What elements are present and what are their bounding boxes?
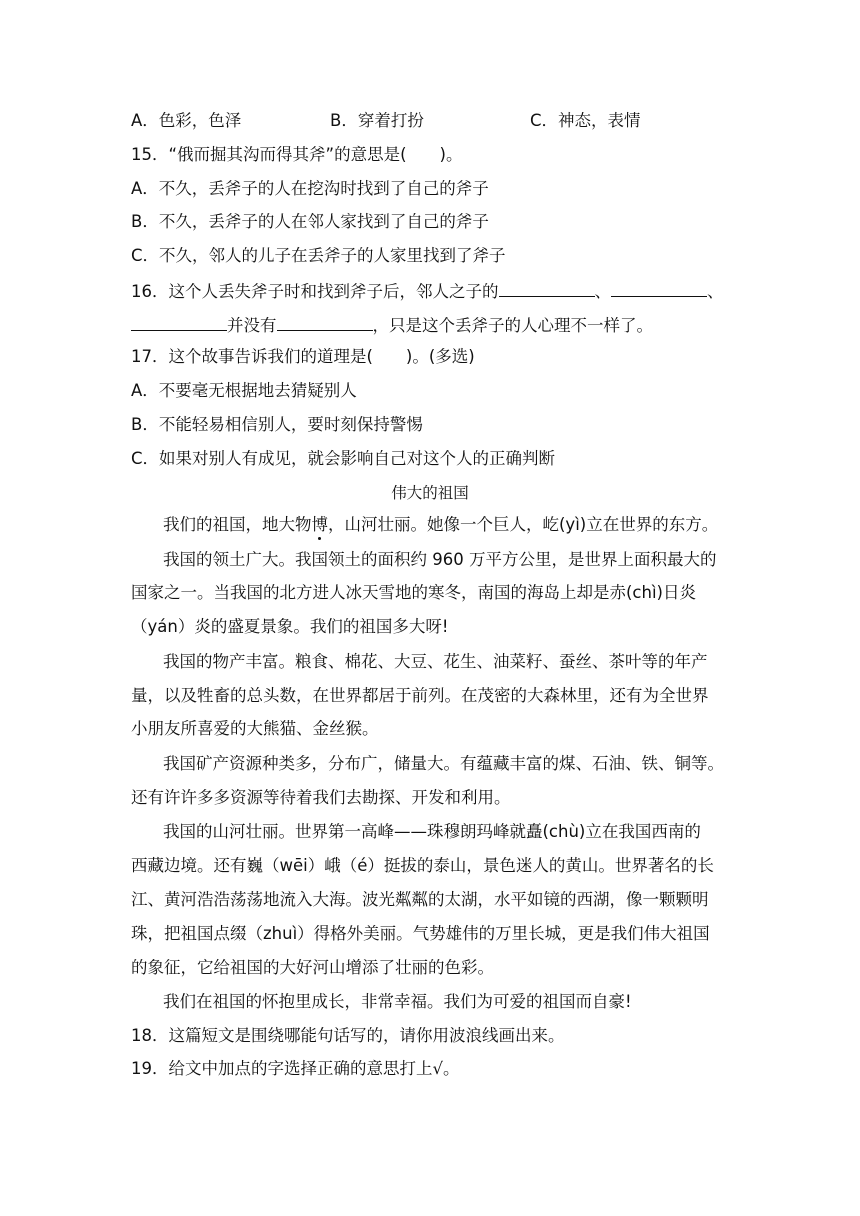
passage-title: 伟大的祖国	[391, 484, 469, 502]
q15-option-b: B．不久，丢斧子的人在邻人家找到了自己的斧子	[131, 212, 489, 231]
q17-option-a: A．不要毫无根据地去猜疑别人	[131, 381, 357, 400]
q15-stem: 15．“俄而掘其沟而得其斧”的意思是( )。	[131, 145, 463, 164]
passage-p3-line-2: 量，以及牲畜的总头数，在世界都居于前列。在茂密的大森林里，还有为全世界	[131, 686, 709, 705]
q16-blank-4[interactable]	[277, 313, 373, 331]
q16-text-3: ，只是这个丢斧子的人心理不一样了。	[372, 316, 653, 335]
q17-option-b: B．不能轻易相信别人，要时刻保持警惕	[131, 415, 423, 434]
p1-text-b: ，山河壮丽。她像一个巨人，屹(yì)立在世界的东方。	[328, 515, 719, 534]
passage-p5-line-5: 的象征，它给祖国的大好河山增添了壮丽的色彩。	[131, 958, 494, 977]
passage-p4-line-2: 还有许许多多资源等待着我们去勘探、开发和利用。	[131, 788, 511, 807]
q16-line-1	[131, 279, 724, 303]
passage-p5-line-1: 我国的山河壮丽。世界第一高峰——珠穆朗玛峰就矗(chù)立在我国西南的	[163, 822, 701, 841]
q16-text-1: 16．这个人丢失斧子时和找到斧子后，邻人之子的	[131, 282, 499, 301]
q19-stem: 19．给文中加点的字选择正确的意思打上√。	[131, 1059, 460, 1078]
q16-blank-2[interactable]	[611, 279, 707, 297]
q16-text-2: 并没有	[227, 316, 277, 335]
passage-p3-line-3: 小朋友所喜爱的大熊猫、金丝猴。	[131, 719, 379, 738]
passage-p5-line-3: 江、黄河浩浩荡荡地流入大海。波光粼粼的太湖，水平如镜的西湖，像一颗颗明	[131, 890, 709, 909]
passage-p2-line-3: （yán）炎的盛夏景象。我们的祖国多大呀!	[131, 617, 449, 636]
passage-p2-line-2: 国家之一。当我国的北方进人冰天雪地的寒冬，南国的海岛上却是赤(chì)日炎	[131, 583, 696, 602]
passage-p4-line-1: 我国矿产资源种类多，分布广，储量大。有蕴藏丰富的煤、石油、铁、铜等。	[163, 754, 724, 773]
q14-option-b: B．穿着打扮	[330, 111, 424, 130]
passage-p5-line-4: 珠，把祖国点缀（zhuì）得格外美丽。气势雄伟的万里长城，更是我们伟大祖国	[131, 924, 710, 943]
q16-sep-2: 、	[707, 282, 724, 301]
q16-blank-1[interactable]	[499, 279, 595, 297]
q14-option-a: A．色彩，色泽	[131, 111, 242, 130]
p1-text-a: 我们的祖国，地大物	[163, 515, 312, 534]
q17-option-c: C．如果对别人有成见，就会影响自己对这个人的正确判断	[131, 449, 556, 468]
passage-p5-line-2: 西藏边境。还有巍（wēi）峨（é）挺拔的泰山，景色迷人的黄山。世界著名的长	[131, 856, 714, 875]
q15-option-c: C．不久，邻人的儿子在丢斧子的人家里找到了斧子	[131, 246, 506, 265]
passage-p3-line-1: 我国的物产丰富。粮食、棉花、大豆、花生、油菜籽、蚕丝、茶叶等的年产	[163, 652, 708, 671]
q18-stem: 18．这篇短文是围绕哪能句话写的，请你用波浪线画出来。	[131, 1026, 565, 1045]
dotted-char: 博	[311, 515, 328, 534]
q15-option-a: A．不久，丢斧子的人在挖沟时找到了自己的斧子	[131, 179, 489, 198]
q14-option-c: C．神态，表情	[530, 111, 641, 130]
q16-line-2	[131, 313, 653, 337]
q16-blank-3[interactable]	[131, 313, 227, 331]
q16-sep-1: 、	[594, 282, 611, 301]
passage-p6: 我们在祖国的怀抱里成长，非常幸福。我们为可爱的祖国而自豪!	[163, 992, 632, 1011]
passage-p1	[163, 514, 718, 536]
passage-p2-line-1: 我国的领土广大。我国领土的面积约 960 万平方公里，是世界上面积最大的	[163, 550, 717, 569]
q17-stem: 17．这个故事告诉我们的道理是( )。(多选)	[131, 347, 475, 366]
